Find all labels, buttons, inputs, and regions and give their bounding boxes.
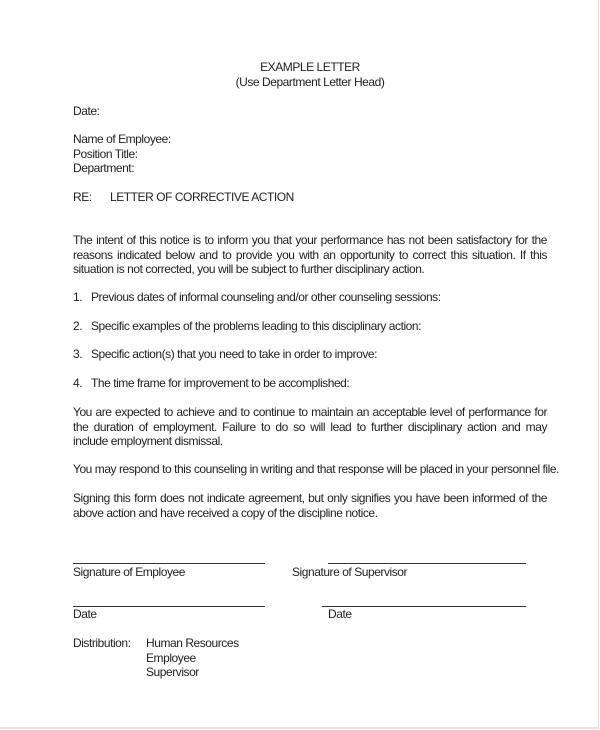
expectation-paragraph: You are expected to achieve and to continue to maintain an acceptable level of performance for the duration of employment. Failure to do so will lead to further disciplinary action and may include employment dismissal. — [73, 405, 547, 448]
item-number: 1. — [73, 290, 83, 304]
employee-name-field: Name of Employee: — [73, 132, 171, 146]
employee-signature-line — [73, 563, 265, 564]
item-number: 3. — [73, 347, 83, 361]
response-paragraph: You may respond to this counseling in writing and that response will be placed in your personnel file. — [73, 462, 559, 476]
item-text: Specific action(s) that you need to take in order to improve: — [91, 347, 378, 361]
item-number: 4. — [73, 376, 83, 390]
item-text: Specific examples of the problems leading to this disciplinary action: — [91, 319, 422, 333]
letter-title: EXAMPLE LETTER — [260, 60, 360, 74]
item-text: Previous dates of informal counseling and/or other counseling sessions: — [91, 290, 441, 304]
item-text: The time frame for improvement to be accomplished: — [91, 376, 350, 390]
intro-paragraph: The intent of this notice is to inform you that your performance has not been satisfactory for the reasons indicated below and to provide you with an opportunity to correct this situation. If this situation is not corrected, you will be subject to further disciplinary action. — [73, 233, 547, 276]
supervisor-date-line — [322, 606, 526, 607]
employee-signature-label: Signature of Employee — [73, 565, 185, 579]
re-label: RE: — [73, 190, 92, 204]
employee-date-label: Date — [73, 607, 97, 621]
item-number: 2. — [73, 319, 83, 333]
letter-subtitle: (Use Department Letter Head) — [235, 75, 385, 89]
employee-date-line — [73, 606, 265, 607]
distribution-recipient: Human Resources — [146, 636, 239, 650]
supervisor-signature-label: Signature of Supervisor — [292, 565, 408, 579]
supervisor-signature-line — [328, 563, 526, 564]
signing-paragraph: Signing this form does not indicate agreement, but only signifies you have been informed of the above action and have received a copy of the discipline notice. — [73, 491, 547, 520]
distribution-label: Distribution: — [73, 636, 131, 650]
re-subject: LETTER OF CORRECTIVE ACTION — [110, 190, 294, 204]
supervisor-date-label: Date — [328, 607, 352, 621]
distribution-recipient: Supervisor — [146, 665, 199, 679]
department-field: Department: — [73, 161, 135, 175]
date-field: Date: — [73, 104, 100, 118]
distribution-recipient: Employee — [146, 651, 196, 665]
position-title-field: Position Title: — [73, 147, 138, 161]
